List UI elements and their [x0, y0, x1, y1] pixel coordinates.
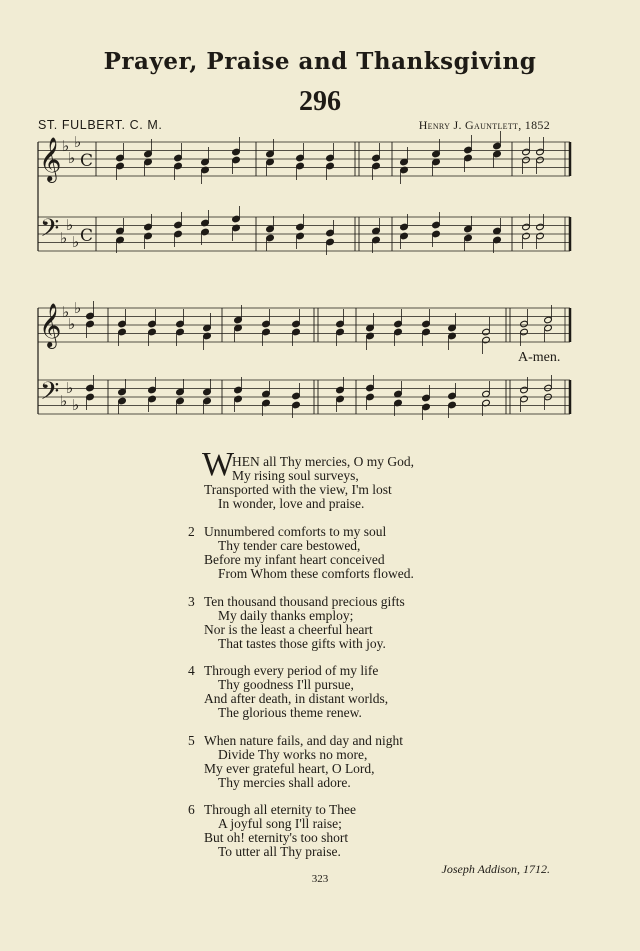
tune-name: ST. FULBERT. C. M. — [38, 118, 163, 132]
verse-line: My daily thanks employ; — [218, 608, 354, 623]
verse-line: Nor is the least a cheerful heart — [204, 622, 373, 637]
verse-line: When nature fails, and day and night — [204, 733, 404, 748]
flat-icon: ♭ — [74, 133, 82, 151]
verse-line: The glorious theme renew. — [218, 705, 362, 720]
flat-icon: ♭ — [66, 379, 74, 397]
verse-number: 2 — [188, 524, 195, 539]
flat-icon: ♭ — [60, 392, 68, 410]
flat-icon: ♭ — [68, 315, 76, 333]
verse-number: 6 — [188, 802, 195, 817]
verse-line: Thy tender care bestowed, — [218, 538, 361, 553]
verse-line: Through every period of my life — [204, 663, 379, 678]
verse-line: Transported with the view, I'm lost — [204, 482, 392, 497]
verse-line: Ten thousand thousand precious gifts — [204, 594, 405, 609]
flat-icon: ♭ — [62, 303, 70, 321]
amen-label: A-men. — [518, 350, 561, 365]
flat-icon: ♭ — [68, 149, 76, 167]
section-title: Prayer, Praise and Thanksgiving — [103, 48, 537, 75]
flat-icon: ♭ — [62, 137, 70, 155]
verse-line: That tastes those gifts with joy. — [218, 636, 386, 651]
verse-number: 3 — [188, 594, 195, 609]
text-attribution: Joseph Addison, 1712. — [441, 862, 550, 876]
verse-line: From Whom these comforts flowed. — [218, 566, 414, 581]
verse-dropcap: W — [202, 446, 235, 483]
flat-icon: ♭ — [74, 299, 82, 317]
bass-clef-icon: 𝄢 — [40, 377, 60, 412]
flat-icon: ♭ — [66, 216, 74, 234]
treble-clef-icon: 𝄞 — [39, 303, 62, 347]
verse-line: Thy mercies shall adore. — [218, 775, 351, 790]
flat-icon: ♭ — [72, 396, 80, 414]
verse-line: Divide Thy works no more, — [218, 747, 368, 762]
composer-credit: Henry J. Gauntlett, 1852 — [418, 118, 550, 132]
treble-clef-icon: 𝄞 — [39, 137, 62, 181]
page-number: 323 — [311, 873, 329, 885]
verse-line: But oh! eternity's too short — [204, 830, 349, 845]
verse-line: And after death, in distant worlds, — [204, 691, 389, 706]
verse-line: Thy goodness I'll pursue, — [218, 677, 354, 692]
verse-line: HEN all Thy mercies, O my God, — [232, 454, 414, 469]
music-score — [0, 0, 640, 440]
common-time-icon: C — [80, 226, 94, 246]
verse-line: My ever grateful heart, O Lord, — [204, 761, 375, 776]
flat-icon: ♭ — [72, 233, 80, 251]
bass-clef-icon: 𝄢 — [40, 214, 60, 249]
verse-number: 4 — [188, 663, 195, 678]
common-time-icon: C — [80, 151, 94, 171]
verse-line: Unnumbered comforts to my soul — [204, 524, 387, 539]
verse-line: To utter all Thy praise. — [218, 844, 341, 859]
verse-line: My rising soul surveys, — [232, 468, 359, 483]
verse-line: A joyful song I'll raise; — [218, 816, 342, 831]
verse-number: 5 — [188, 733, 195, 748]
verse-line: In wonder, love and praise. — [218, 496, 365, 511]
verse-line: Through all eternity to Thee — [204, 802, 356, 817]
flat-icon: ♭ — [60, 229, 68, 247]
verse-line: Before my infant heart conceived — [204, 552, 385, 567]
hymn-number: 296 — [299, 86, 341, 117]
